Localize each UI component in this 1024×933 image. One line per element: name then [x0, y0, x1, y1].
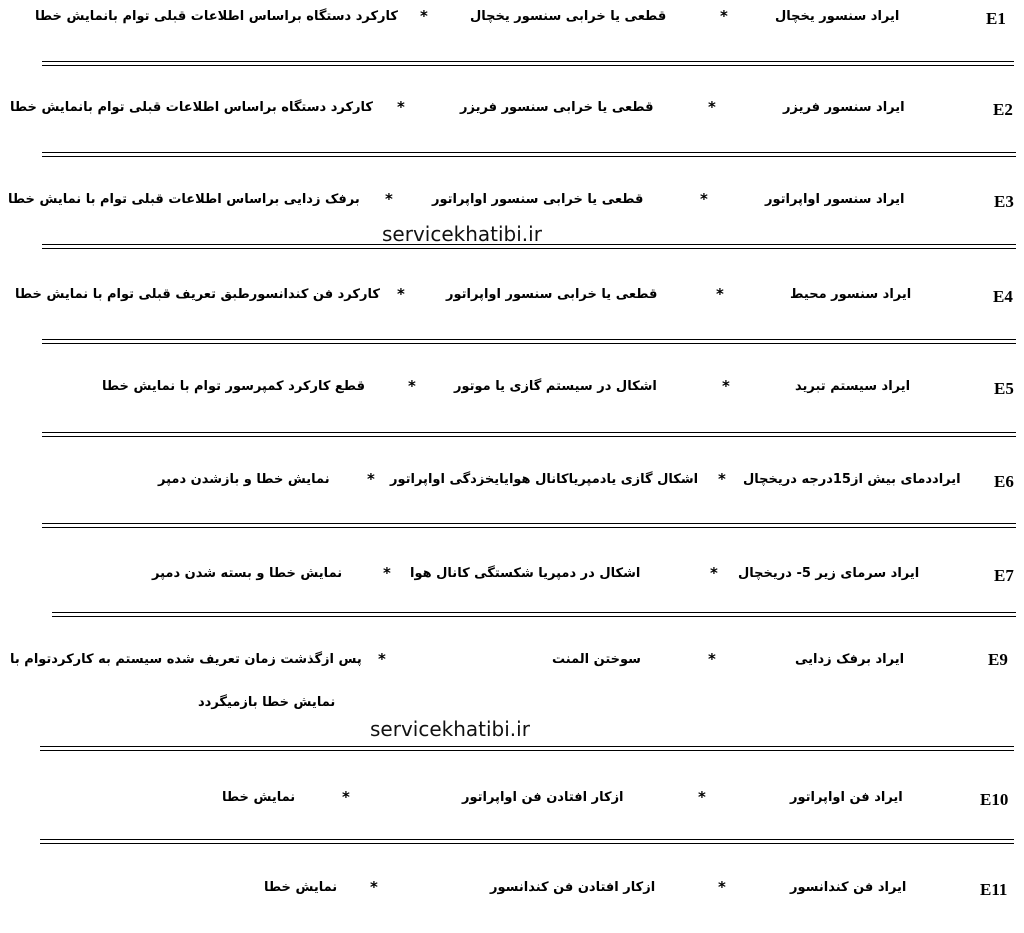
bullet-star: *: [718, 470, 726, 488]
bullet-star: *: [698, 788, 706, 806]
fault-description: ایراد فن اواپراتور: [790, 790, 903, 805]
watermark-text: servicekhatibi.ir: [382, 222, 542, 246]
fault-cause: سوختن المنت: [552, 652, 641, 667]
fault-cause: اشکال در سیستم گازی یا موتور: [454, 379, 657, 394]
system-action: کارکرد دستگاه براساس اطلاعات قبلی توام بانمایش خطا: [35, 9, 398, 24]
bullet-star: *: [378, 650, 386, 668]
row-divider: [42, 523, 1016, 528]
fault-description: ایراد فن کندانسور: [790, 880, 907, 895]
fault-description: ایراد سرمای زیر 5- دریخچال: [738, 566, 920, 581]
row-divider: [52, 612, 1016, 617]
fault-cause: اشکال در دمپریا شکستگی کانال هوا: [410, 566, 641, 581]
bullet-star: *: [708, 650, 716, 668]
bullet-star: *: [722, 377, 730, 395]
system-action: قطع کارکرد کمپرسور توام با نمایش خطا: [102, 379, 365, 394]
row-divider: [40, 746, 1014, 751]
system-action: پس ازگذشت زمان تعریف شده سیستم به کارکردتوام با: [10, 652, 362, 667]
watermark-text: servicekhatibi.ir: [370, 717, 530, 741]
system-action: نمایش خطا: [222, 790, 296, 805]
row-divider: [42, 432, 1016, 437]
system-action: نمایش خطا و بسته شدن دمپر: [152, 566, 343, 581]
bullet-star: *: [385, 190, 393, 208]
system-action: نمایش خطا و بازشدن دمپر: [158, 472, 330, 487]
fault-description: ایراد برفک زدایی: [795, 652, 905, 667]
table-row: [0, 98, 1024, 128]
table-row: [0, 788, 1024, 818]
fault-description: ایراددمای بیش از15درجه دریخچال: [743, 472, 961, 487]
table-row: [0, 7, 1024, 37]
bullet-star: *: [718, 878, 726, 896]
fault-description: ایراد سنسور محیط: [790, 287, 912, 302]
system-action: نمایش خطا: [264, 880, 338, 895]
error-code: E4: [993, 287, 1013, 306]
table-row: [0, 470, 1024, 500]
bullet-star: *: [420, 7, 428, 25]
table-row: [0, 377, 1024, 407]
error-code: E6: [994, 472, 1014, 491]
row-divider: [42, 61, 1014, 66]
fault-cause: قطعی یا خرابی سنسور اواپراتور: [446, 287, 658, 302]
fault-cause: قطعی یا خرابی سنسور فریزر: [460, 100, 654, 115]
table-row: [0, 650, 1024, 720]
fault-cause: قطعی یا خرابی سنسور یخچال: [470, 9, 667, 24]
system-action: کارکرد فن کندانسورطبق تعریف قبلی توام با نمایش خطا: [15, 287, 380, 302]
error-code: E5: [994, 379, 1014, 398]
bullet-star: *: [370, 878, 378, 896]
fault-cause: ازکار افتادن فن کندانسور: [490, 880, 656, 895]
table-row: [0, 285, 1024, 315]
error-code: E3: [994, 192, 1014, 211]
fault-cause: ازکار افتادن فن اواپراتور: [462, 790, 624, 805]
bullet-star: *: [408, 377, 416, 395]
system-action: برفک زدایی براساس اطلاعات قبلی توام با نمایش خطا: [8, 192, 360, 207]
bullet-star: *: [700, 190, 708, 208]
fault-description: ایراد سنسور اواپراتور: [765, 192, 905, 207]
row-divider: [42, 244, 1016, 249]
error-code: E7: [994, 566, 1014, 585]
row-divider: [42, 152, 1016, 157]
bullet-star: *: [367, 470, 375, 488]
error-code: E9: [988, 650, 1008, 669]
bullet-star: *: [720, 7, 728, 25]
error-code: E10: [980, 790, 1009, 809]
row-divider: [42, 339, 1016, 344]
bullet-star: *: [342, 788, 350, 806]
table-row: [0, 190, 1024, 220]
bullet-star: *: [397, 98, 405, 116]
fault-description: ایراد سیستم تبرید: [795, 379, 911, 394]
bullet-star: *: [397, 285, 405, 303]
error-code: E2: [993, 100, 1013, 119]
bullet-star: *: [710, 564, 718, 582]
bullet-star: *: [708, 98, 716, 116]
fault-cause: قطعی یا خرابی سنسور اواپراتور: [432, 192, 644, 207]
table-row: [0, 878, 1024, 908]
bullet-star: *: [716, 285, 724, 303]
system-action-continued: نمایش خطا بازمیگردد: [198, 695, 336, 710]
fault-description: ایراد سنسور فریزر: [783, 100, 905, 115]
table-row: [0, 564, 1024, 594]
system-action: کارکرد دستگاه براساس اطلاعات قبلی توام بانمایش خطا: [10, 100, 373, 115]
bullet-star: *: [383, 564, 391, 582]
error-code: E1: [986, 9, 1006, 28]
row-divider: [40, 839, 1014, 844]
error-code: E11: [980, 880, 1008, 899]
fault-cause: اشکال گازی یادمپریاکانال هوایایخزدگی اواپراتور: [390, 472, 699, 487]
fault-description: ایراد سنسور یخچال: [775, 9, 900, 24]
